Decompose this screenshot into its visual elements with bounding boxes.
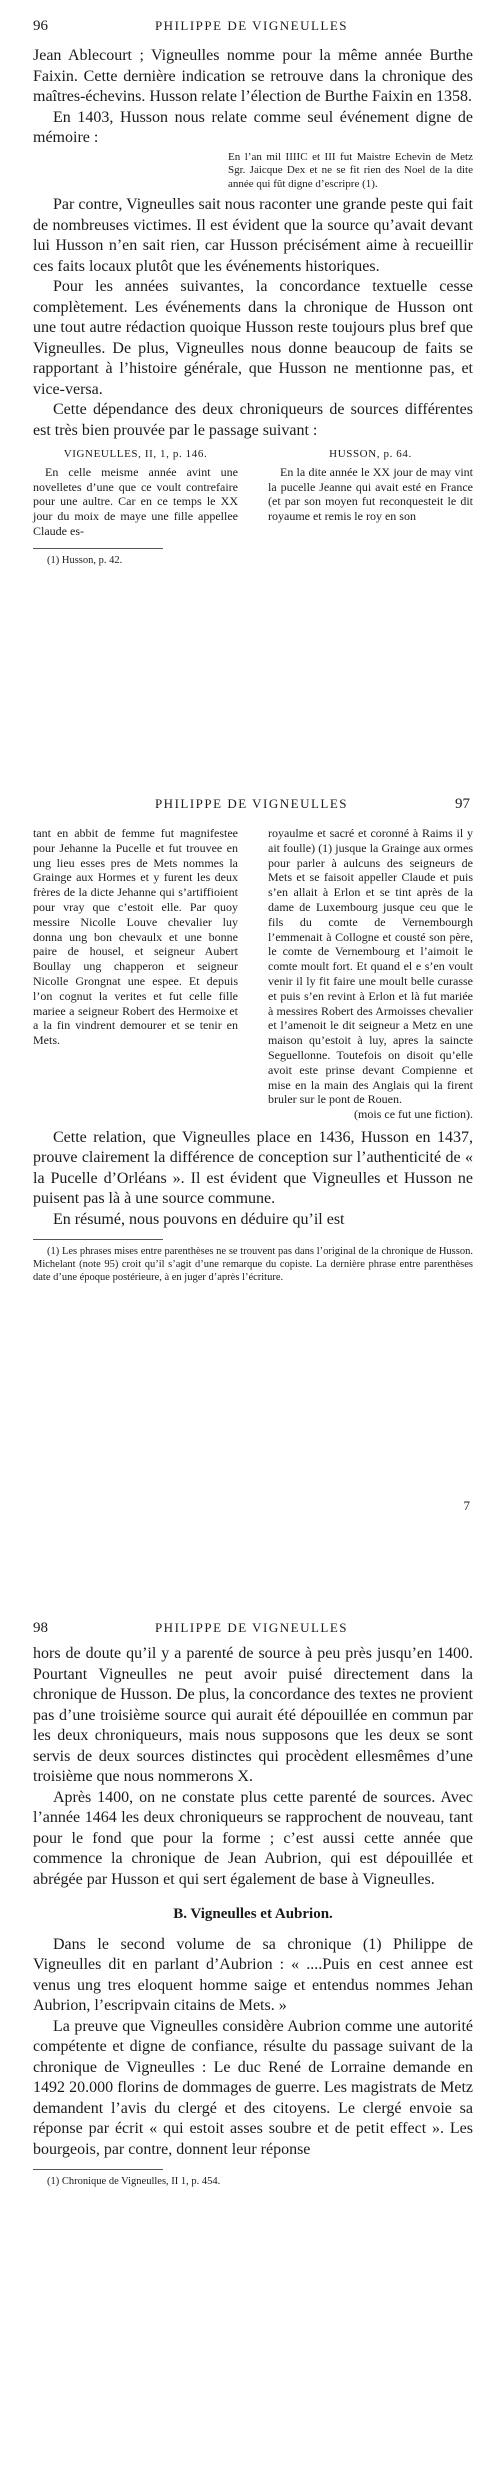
paragraph: Pour les années suivantes, la concordance textuelle cesse complètement. Les événements dans la chronique de Husson ont une tout autre rédaction quoique Husson reste toujours plus bref que Vigneulles. De plus, Vigneulles nous donne beaucoup de faits se rapportant à l’histoire générale, que Husson ne mentionne pas, et vice-versa. <box>33 278 473 398</box>
paragraph: Cette relation, que Vigneulles place en 1436, Husson en 1437, prouve clairement la différence de conception sur l’authenticité de « la Pucelle d’Orléans ». Il est évident que Vigneulles et Husson ne puisent pas là à une source commune. <box>33 1128 473 1208</box>
sheet-number: 7 <box>463 1498 470 1513</box>
footnote-rule <box>33 1239 163 1240</box>
block-quote: En l’an mil IIIIC et III fut Maistre Echevin de Metz Sgr. Jaicque Dex et ne se fit rien des Noel de la dite année qui fût digne d’escripre (1). <box>228 150 473 190</box>
column-text: En celle meisme année avint une novelletes d’une que ce voult contrefaire pour une aultre. Car en ce temps le XX jour du moix de maye une fille appellee Claude es- <box>33 464 238 538</box>
section-title: B. Vigneulles et Aubrion. <box>173 1906 333 1922</box>
column-text: royaulme et sacré et coronné à Raims il y ait foulle) (1) jusque la Grainge aux ormes pour parler à aulcuns des seigneurs de Mets et se faisoit appeller Claude et puis s’en allait à Erlon et se tint après de la dame de Luxembourg jusque ceu que le fils du comte de Vernembourgh l’emmenait à Collogne et cousté son père, le comte de Vernembourg et l’aimoit le comte moult fort. Et quand el e s’en voult venir il ly fit faire une moult belle curasse et puis s’en revint à Erlon et là fut mariée à messires Robert des Armoisses chevalier et l’amenoit le dit seigneur a Metz en une maison qu’estoit à luy, apres la saincte Seguellonne. Toutefois on disoit qu’elle avoit este prinse devant Compienne et mise en la main des Anglais qui la firent bruler sur le pont de Rouen. <box>268 826 473 1107</box>
column-text: En la dite année le XX jour de may vint la pucelle Jeanne qui avait esté en France (et par son moyen fut reconquesteit le dit royaume et remis le roy en son <box>268 464 473 524</box>
page-body <box>33 1644 473 2188</box>
page-header <box>33 1620 470 1642</box>
column-heading: HUSSON, p. 64. <box>329 448 412 460</box>
paragraph: hors de doute qu’il y a parenté de source à peu près jusqu’en 1400. Pourtant Vigneulles ne peut avoir puisé directement dans la chronique de Husson. De plus, la concordance des textes ne provient pas d’une troisième source qui aurait été dépouillée en commun par les deux chroniqueurs, mais nous supposons que les deux se sont servis de deux sources distinctes qui procèdent ellesmêmes d’une troisième que nous nommerons X. <box>33 1645 473 1785</box>
paragraph: Par contre, Vigneulles sait nous raconter une grande peste qui fait de nombreuses victimes. Il est évident que la source qu’avait devant lui Husson n’en sait rien, car Husson précisément aime à recueillir ces faits locaux plutôt que les événements historiques. <box>33 196 473 275</box>
page-97 <box>0 778 500 1523</box>
footnote: (1) Husson, p. 42. <box>47 554 123 566</box>
footnote: (1) Les phrases mises entre parenthèses ne se trouvent pas dans l’original de la chronique de Husson. Michelant (note 95) croit qu’il s’agit d’une remarque du copiste. La dernière phrase entre parenthèses date d’une époque postérieure, à en juger d’après l’écriture. <box>33 1246 473 1284</box>
footnote-rule <box>33 548 163 549</box>
footnote: (1) Chronique de Vigneulles, II 1, p. 454. <box>47 2176 221 2187</box>
running-title: PHILIPPE DE VIGNEULLES <box>154 796 349 811</box>
page-98 <box>0 1602 500 2470</box>
page-header <box>33 18 470 40</box>
column-text: tant en abbit de femme fut magnifestee pour Jehanne la Pucelle et fut trouvee en ung lieu esses pres de Mets nommes la Grainge aux Hormes et y furent les deux frères de la dicte Jehanne qui s’artiffioient pour vray que c’estoit elle. Par quoy messire Nicolle Louve chevalier luy donna ung bon chevaulx et une bonne paire de housel, et seigneur Aubert Boullay ung chapperon et seigneur Nicolle Grongnat une espee. Et depuis l’on cognut la verites et fut celle fille mariee a seigneur Robert des Hermoixe et a la fin vindrent demourer et se tenir en Mets. <box>33 826 238 1048</box>
page-number: 98 <box>33 1620 48 1636</box>
paragraph: En résumé, nous pouvons en déduire qu’il est <box>53 1210 345 1228</box>
paragraph: Cette dépendance des deux chroniqueurs de sources différentes est très bien prouvée par le passage suivant : <box>33 401 473 439</box>
footnote-rule <box>33 2169 163 2170</box>
parallel-columns <box>33 826 473 1122</box>
paragraph: La preuve que Vigneulles considère Aubrion comme une autorité compétente et digne de confiance, résulte du passage suivant de la chronique de Vigneulles : Le duc René de Lorraine demande en 1492 20.000 florins de dommages de guerre. Les magistrats de Metz demandent l’avis du clergé et des citoyens. Le clergé envoie sa réponse par écrit « qui estoit asses soubre et de petit effect ». Les bourgeois, par contre, donnent leur réponse <box>33 2017 473 2158</box>
page-header <box>33 796 470 818</box>
paragraph: Dans le second volume de sa chronique (1) Philippe de Vigneulles dit en parlant d’Aubrion : « ....Puis en cest annee est venus ung tres eloquent homme saige et entendus nommes Jehan Aubrion, l’escripvain citains de Mets. » <box>33 1935 473 2014</box>
column-husson <box>268 826 473 1122</box>
paragraph: Jean Ablecourt ; Vigneulles nomme pour la même année Burthe Faixin. Cette dernière indication se retrouve dans la chronique des maîtres-échevins. Husson relate l’élection de Burthe Faixin en 1358. <box>33 47 473 105</box>
page-body <box>33 46 473 567</box>
page-number: 97 <box>455 796 470 812</box>
column-husson <box>268 447 473 539</box>
column-heading: VIGNEULLES, II, 1, p. 146. <box>63 448 208 460</box>
paragraph: En 1403, Husson nous relate comme seul événement digne de mémoire : <box>33 108 473 146</box>
column-vigneulles <box>33 447 238 539</box>
running-title: PHILIPPE DE VIGNEULLES <box>154 18 349 33</box>
page-number: 96 <box>33 18 48 34</box>
paragraph: Après 1400, on ne constate plus cette parenté de sources. Avec l’année 1464 les deux chroniqueurs se rapprochent de nouveau, tant pour le fond que pour la forme ; c’est aussi cette année que commence la chronique de Jean Aubrion, qui est dépouillée et abrégée par Husson et qui sert également de base à Vigneulles. <box>33 1788 473 1888</box>
page-96 <box>0 0 500 725</box>
running-title: PHILIPPE DE VIGNEULLES <box>154 1620 349 1635</box>
column-text-end: (mois ce fut une fiction). <box>354 1107 473 1122</box>
column-vigneulles <box>33 826 238 1122</box>
parallel-columns <box>33 447 473 539</box>
page-body <box>33 826 473 1284</box>
